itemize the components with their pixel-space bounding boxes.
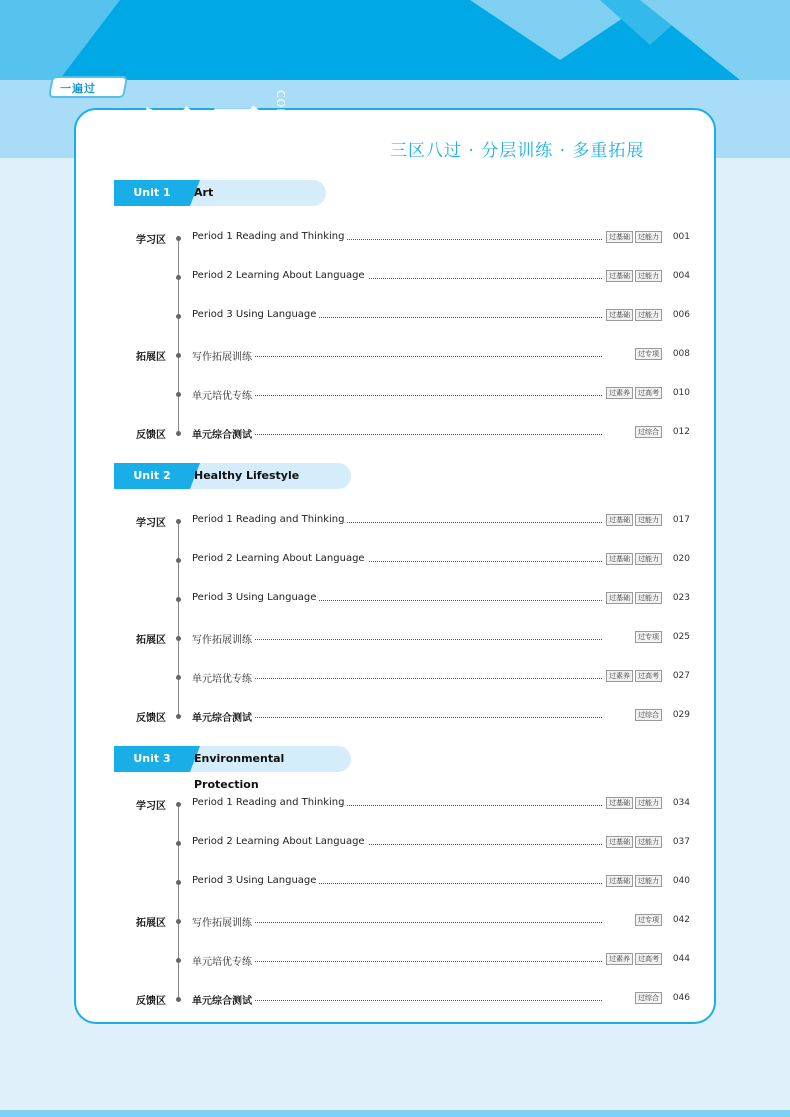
page-number: 008 [672, 349, 690, 359]
level-badge: 过基础 [606, 553, 633, 565]
page-subtitle: 三区八过 · 分层训练 · 多重拓展 [390, 141, 645, 161]
page-number: 017 [672, 515, 690, 525]
page-number: 040 [672, 876, 690, 886]
unit-title: Healthy Lifestyle [194, 469, 300, 482]
badge-group [632, 992, 662, 1004]
bullet-dot-icon [176, 314, 181, 319]
toc-entry[interactable] [176, 914, 690, 928]
timeline-line [178, 804, 179, 999]
zone-label-study: 学习区 [136, 801, 166, 812]
toc-entry-label: 单元综合测试 [192, 992, 255, 1007]
level-badge: 过综合 [635, 709, 662, 721]
badge-group [603, 514, 662, 526]
bullet-dot-icon [176, 997, 181, 1002]
bullet-dot-icon [176, 392, 181, 397]
footer-strip [0, 1110, 790, 1117]
toc-entry-label: Period 3 Using Language [192, 309, 319, 320]
badge-group [632, 914, 662, 926]
toc-entry-label: 单元培优专练 [192, 953, 255, 968]
toc-entry-label: Period 2 Learning About Language [192, 553, 368, 564]
level-badge: 过高考 [635, 670, 662, 682]
badge-group [603, 836, 662, 848]
bullet-dot-icon [176, 236, 181, 241]
toc-entry-label: Period 1 Reading and Thinking [192, 514, 347, 525]
bullet-dot-icon [176, 841, 181, 846]
unit-tag: Unit 3 [114, 746, 190, 772]
toc-entry[interactable] [176, 387, 690, 401]
toc-entry[interactable] [176, 553, 690, 567]
badge-group [603, 875, 662, 887]
page-number: 046 [672, 993, 690, 1003]
bullet-dot-icon [176, 558, 181, 563]
bullet-dot-icon [176, 880, 181, 885]
toc-entry[interactable] [176, 836, 690, 850]
toc-entry-label: 单元综合测试 [192, 426, 255, 441]
level-badge: 过素养 [606, 670, 633, 682]
toc-entry-label: Period 3 Using Language [192, 592, 319, 603]
bullet-dot-icon [176, 714, 181, 719]
page-number: 001 [672, 232, 690, 242]
toc-entry[interactable] [176, 797, 690, 811]
toc-entry[interactable] [176, 592, 690, 606]
bullet-dot-icon [176, 519, 181, 524]
toc-entry[interactable] [176, 231, 690, 245]
level-badge: 过基础 [606, 875, 633, 887]
badge-group [632, 631, 662, 643]
toc-entry[interactable] [176, 953, 690, 967]
bullet-dot-icon [176, 431, 181, 436]
unit-header [114, 180, 326, 206]
toc-entry-label: 写作拓展训练 [192, 348, 255, 363]
page-title-en: CONTENTS [274, 90, 287, 159]
level-badge: 过能力 [635, 875, 662, 887]
badge-group [632, 426, 662, 438]
page-number: 004 [672, 271, 690, 281]
badge-group [603, 953, 662, 965]
page-number: 023 [672, 593, 690, 603]
bullet-dot-icon [176, 958, 181, 963]
bullet-dot-icon [176, 636, 181, 641]
page-number: 020 [672, 554, 690, 564]
level-badge: 过专项 [635, 348, 662, 360]
brand-logo-text: 一遍过 [60, 82, 96, 95]
unit-header [114, 463, 351, 489]
level-badge: 过基础 [606, 797, 633, 809]
page-number: 006 [672, 310, 690, 320]
timeline-line [178, 521, 179, 716]
zone-label-study: 学习区 [136, 235, 166, 246]
level-badge: 过综合 [635, 992, 662, 1004]
toc-entry[interactable] [176, 992, 690, 1006]
level-badge: 过能力 [635, 553, 662, 565]
zone-label-study: 学习区 [136, 518, 166, 529]
zone-label-expand: 拓展区 [136, 352, 166, 363]
toc-entry[interactable] [176, 670, 690, 684]
badge-group [632, 348, 662, 360]
bullet-dot-icon [176, 919, 181, 924]
page-number: 034 [672, 798, 690, 808]
level-badge: 过高考 [635, 387, 662, 399]
toc-entry-label: Period 3 Using Language [192, 875, 319, 886]
unit-title: Art [194, 186, 214, 199]
level-badge: 过能力 [635, 797, 662, 809]
level-badge: 过能力 [635, 231, 662, 243]
toc-entry[interactable] [176, 709, 690, 723]
unit-tag: Unit 1 [114, 180, 190, 206]
toc-entry[interactable] [176, 514, 690, 528]
badge-group [603, 797, 662, 809]
page-number: 027 [672, 671, 690, 681]
badge-group [603, 553, 662, 565]
level-badge: 过基础 [606, 514, 633, 526]
level-badge: 过专项 [635, 914, 662, 926]
zone-label-expand: 拓展区 [136, 918, 166, 929]
level-badge: 过基础 [606, 836, 633, 848]
toc-entry-label: 单元综合测试 [192, 709, 255, 724]
toc-entry-label: Period 1 Reading and Thinking [192, 231, 347, 242]
level-badge: 过综合 [635, 426, 662, 438]
page-number: 042 [672, 915, 690, 925]
level-badge: 过基础 [606, 270, 633, 282]
level-badge: 过基础 [606, 592, 633, 604]
toc-entry[interactable] [176, 875, 690, 889]
badge-group [603, 387, 662, 399]
zone-label-expand: 拓展区 [136, 635, 166, 646]
badge-group [603, 231, 662, 243]
timeline-line [178, 238, 179, 433]
toc-entry-label: 写作拓展训练 [192, 914, 255, 929]
badge-group [603, 592, 662, 604]
page-number: 037 [672, 837, 690, 847]
bullet-dot-icon [176, 353, 181, 358]
bullet-dot-icon [176, 597, 181, 602]
toc-entry-label: Period 2 Learning About Language [192, 836, 368, 847]
toc-entry-label: 单元培优专练 [192, 387, 255, 402]
toc-entry[interactable] [176, 426, 690, 440]
level-badge: 过专项 [635, 631, 662, 643]
level-badge: 过能力 [635, 836, 662, 848]
page-title: 目录 [134, 101, 275, 180]
level-badge: 过高考 [635, 953, 662, 965]
toc-entry[interactable] [176, 270, 690, 284]
zone-label-feedback: 反馈区 [136, 996, 166, 1007]
toc-entry[interactable] [176, 309, 690, 323]
page-number: 025 [672, 632, 690, 642]
unit-header [114, 746, 351, 791]
page-number: 029 [672, 710, 690, 720]
unit-tag: Unit 2 [114, 463, 190, 489]
toc-entry-label: 单元培优专练 [192, 670, 255, 685]
zone-label-feedback: 反馈区 [136, 713, 166, 724]
level-badge: 过基础 [606, 231, 633, 243]
level-badge: 过基础 [606, 309, 633, 321]
level-badge: 过素养 [606, 953, 633, 965]
toc-entry[interactable] [176, 348, 690, 362]
badge-group [632, 709, 662, 721]
toc-entry-label: Period 2 Learning About Language [192, 270, 368, 281]
bullet-dot-icon [176, 675, 181, 680]
level-badge: 过能力 [635, 514, 662, 526]
page-number: 012 [672, 427, 690, 437]
unit-title: Environmental Protection [194, 752, 285, 791]
level-badge: 过素养 [606, 387, 633, 399]
level-badge: 过能力 [635, 592, 662, 604]
page-number: 044 [672, 954, 690, 964]
toc-entry[interactable] [176, 631, 690, 645]
zone-label-feedback: 反馈区 [136, 430, 166, 441]
badge-group [603, 309, 662, 321]
page-number: 010 [672, 388, 690, 398]
bullet-dot-icon [176, 802, 181, 807]
toc-entry-label: Period 1 Reading and Thinking [192, 797, 347, 808]
level-badge: 过能力 [635, 270, 662, 282]
level-badge: 过能力 [635, 309, 662, 321]
bullet-dot-icon [176, 275, 181, 280]
badge-group [603, 670, 662, 682]
toc-entry-label: 写作拓展训练 [192, 631, 255, 646]
badge-group [603, 270, 662, 282]
